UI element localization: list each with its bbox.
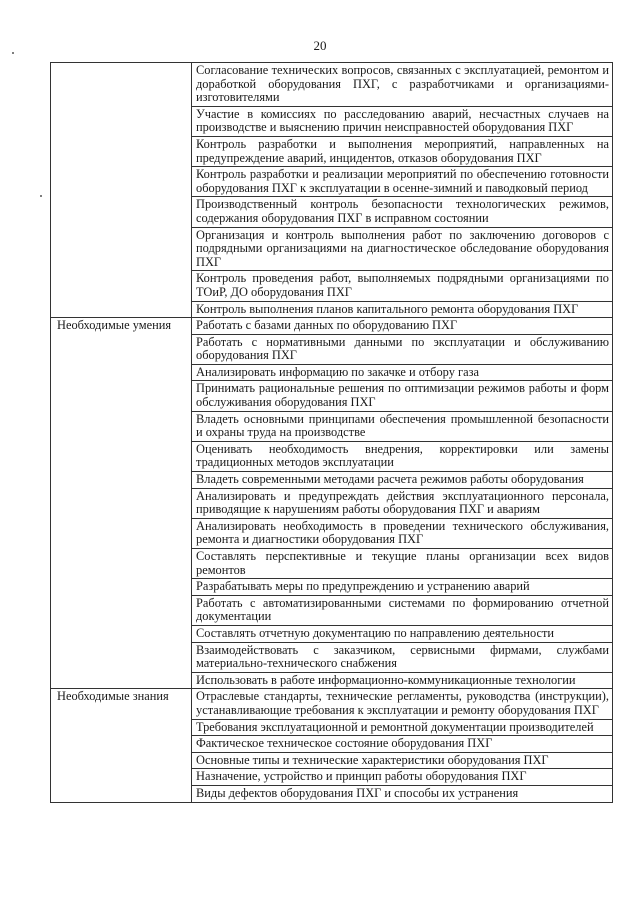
table-row (51, 63, 613, 107)
requirement-item: Оценивать необходимость внедрения, корректировки или замены традиционных методов эксплуатации (192, 441, 613, 471)
requirement-item: Организация и контроль выполнения работ по заключению договоров с подрядными организациями на диагностическое обследование оборудования ПХГ (192, 227, 613, 271)
table-body (51, 63, 613, 803)
table-row (51, 689, 613, 719)
requirement-item: Фактическое техническое состояние оборудования ПХГ (192, 736, 613, 753)
scan-speck (40, 195, 42, 197)
scan-speck (12, 52, 14, 54)
requirement-item: Производственный контроль безопасности технологических режимов, содержания оборудования ПХГ в исправном состоянии (192, 197, 613, 227)
table-row (51, 318, 613, 335)
requirement-item: Использовать в работе информационно-коммуникационные технологии (192, 672, 613, 689)
requirement-item: Согласование технических вопросов, связанных с эксплуатацией, ремонтом и доработкой оборудования ПХГ, с разработчиками и организациями-изготовителями (192, 63, 613, 107)
requirement-item: Виды дефектов оборудования ПХГ и способы их устранения (192, 785, 613, 802)
section-label: Необходимые умения (51, 318, 192, 689)
page-number: 20 (313, 38, 327, 53)
requirement-item: Требования эксплуатационной и ремонтной документации производителей (192, 719, 613, 736)
requirement-item: Контроль разработки и реализации мероприятий по обеспечению готовности оборудования ПХГ к эксплуатации в осенне-зимний и паводковый период (192, 167, 613, 197)
requirement-item: Составлять отчетную документацию по направлению деятельности (192, 625, 613, 642)
requirement-item: Разрабатывать меры по предупреждению и устранению аварий (192, 579, 613, 596)
requirement-item: Владеть основными принципами обеспечения промышленной безопасности и охраны труда на производстве (192, 411, 613, 441)
requirement-item: Контроль выполнения планов капитального ремонта оборудования ПХГ (192, 301, 613, 318)
requirement-item: Назначение, устройство и принцип работы оборудования ПХГ (192, 769, 613, 786)
requirement-item: Работать с базами данных по оборудованию ПХГ (192, 318, 613, 335)
requirement-item: Основные типы и технические характеристики оборудования ПХГ (192, 752, 613, 769)
section-label: Необходимые знания (51, 689, 192, 802)
requirement-item: Контроль разработки и выполнения мероприятий, направленных на предупреждение аварий, инцидентов, отказов оборудования ПХГ (192, 136, 613, 166)
requirement-item: Принимать рациональные решения по оптимизации режимов работы и форм обслуживания оборудования ПХГ (192, 381, 613, 411)
requirement-item: Работать с автоматизированными системами по формированию отчетной документации (192, 595, 613, 625)
requirement-item: Работать с нормативными данными по эксплуатации и обслуживанию оборудования ПХГ (192, 334, 613, 364)
requirement-item: Контроль проведения работ, выполняемых подрядными организациями по ТОиР, ДО оборудования ПХГ (192, 271, 613, 301)
requirement-item: Составлять перспективные и текущие планы организации всех видов ремонтов (192, 549, 613, 579)
requirement-item: Участие в комиссиях по расследованию аварий, несчастных случаев на производстве и выяснению причин неисправностей оборудования ПХГ (192, 106, 613, 136)
requirement-item: Владеть современными методами расчета режимов работы оборудования (192, 472, 613, 489)
competency-table (50, 62, 613, 803)
requirement-item: Отраслевые стандарты, технические регламенты, руководства (инструкции), устанавливающие требования к эксплуатации и ремонту оборудования ПХГ (192, 689, 613, 719)
requirement-item: Анализировать и предупреждать действия эксплуатационного персонала, приводящие к нарушениям работы оборудования ПХГ и авариям (192, 488, 613, 518)
section-label (51, 63, 192, 318)
requirement-item: Взаимодействовать с заказчиком, сервисными фирмами, службами материально-технического снабжения (192, 642, 613, 672)
requirement-item: Анализировать информацию по закачке и отбору газа (192, 364, 613, 381)
requirement-item: Анализировать необходимость в проведении технического обслуживания, ремонта и диагностики оборудования ПХГ (192, 518, 613, 548)
